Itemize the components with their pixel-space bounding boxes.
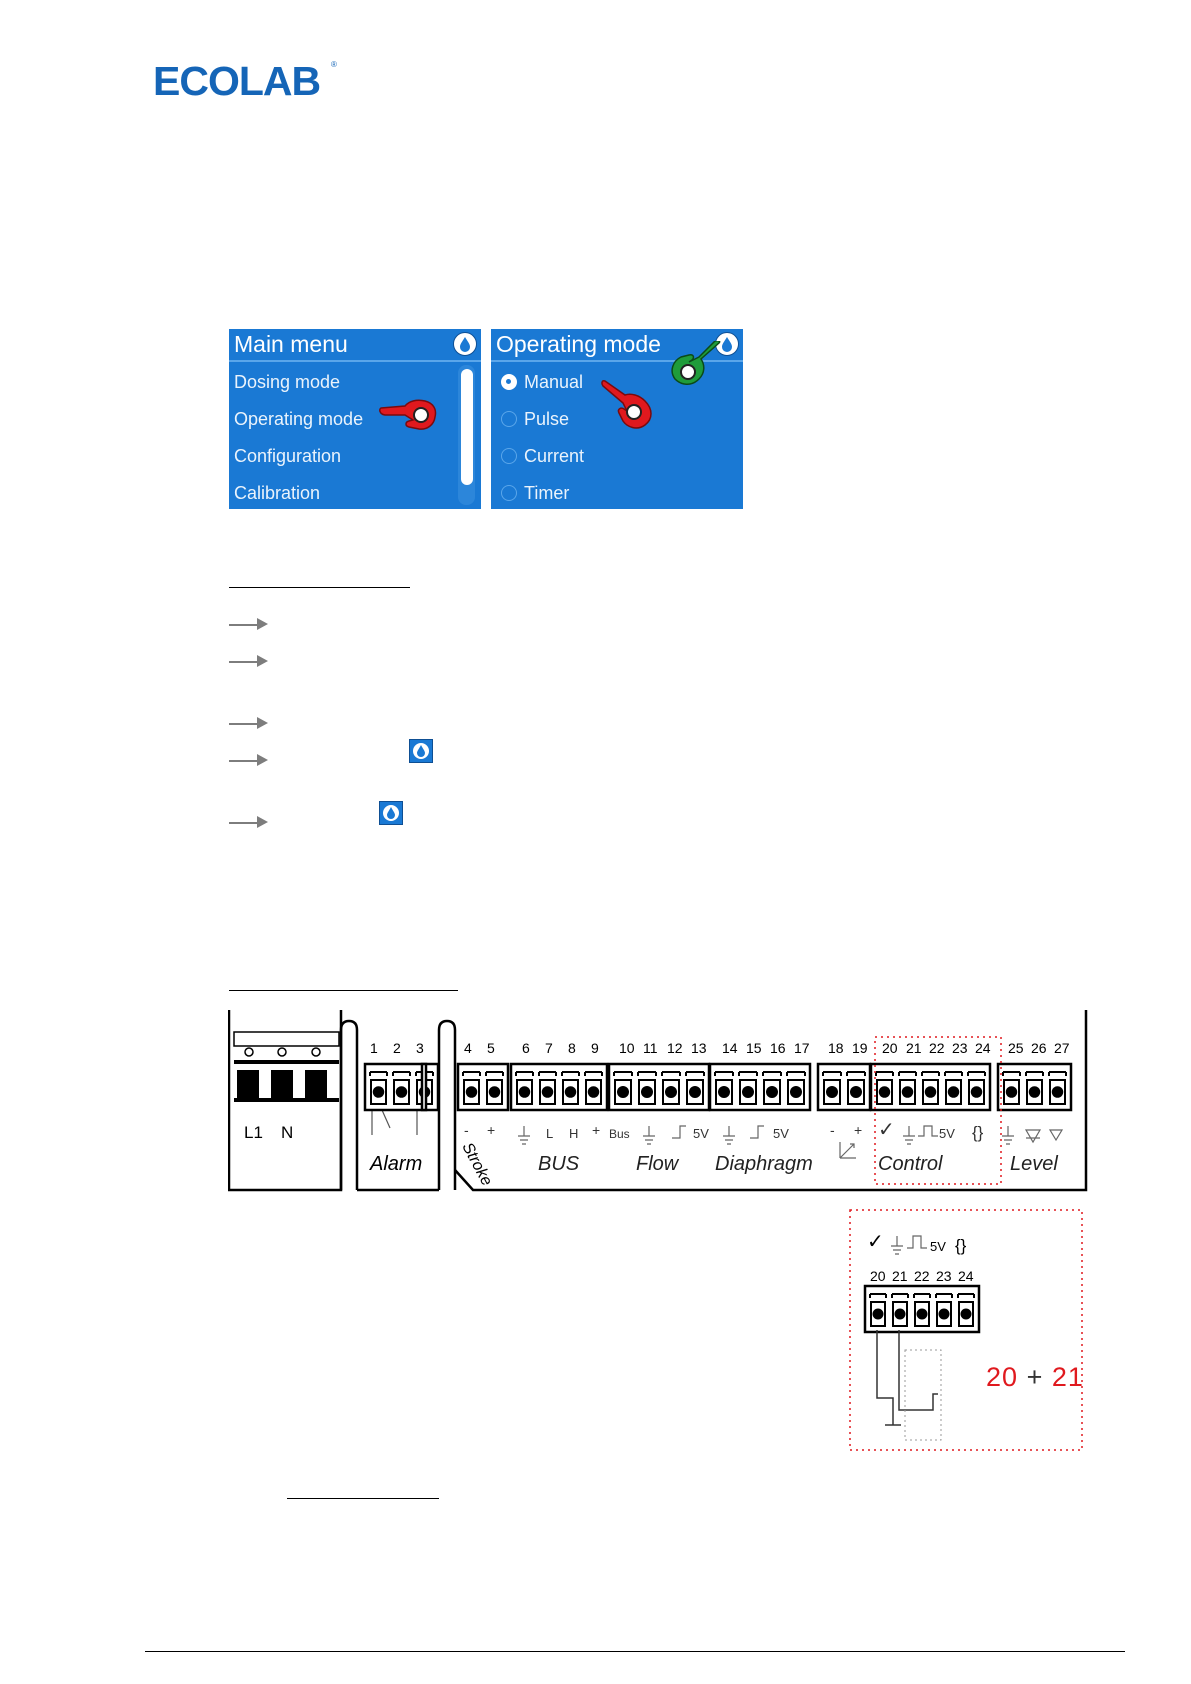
radio-pulse[interactable] bbox=[501, 411, 517, 427]
heading-underline bbox=[229, 990, 458, 991]
pin-screw bbox=[939, 1309, 950, 1320]
pin-screw bbox=[466, 1086, 478, 1098]
terminal-20: 20 bbox=[882, 1040, 898, 1056]
power-terminal-block bbox=[229, 1010, 341, 1190]
detail-terminal-20: 20 bbox=[870, 1268, 886, 1284]
menu-item-calibration[interactable]: Calibration bbox=[234, 483, 321, 503]
terminal-19: 19 bbox=[852, 1040, 868, 1056]
callout-21: 21 bbox=[1051, 1362, 1084, 1392]
terminal-16: 16 bbox=[770, 1040, 786, 1056]
footer-rule bbox=[145, 1651, 1125, 1652]
terminal-9: 9 bbox=[591, 1040, 599, 1056]
pin-screw bbox=[766, 1086, 778, 1098]
pin-screw bbox=[519, 1086, 531, 1098]
terminal-25: 25 bbox=[1008, 1040, 1024, 1056]
pin-screw bbox=[873, 1309, 884, 1320]
detail-terminal-23: 23 bbox=[936, 1268, 952, 1284]
terminal-connectors bbox=[365, 1064, 1071, 1110]
pin-screw bbox=[917, 1309, 928, 1320]
registered-mark: ® bbox=[331, 60, 337, 69]
terminal-27: 27 bbox=[1054, 1040, 1070, 1056]
terminal-numbers bbox=[464, 1040, 1070, 1056]
terminal-7: 7 bbox=[545, 1040, 553, 1056]
menu-item-operating-mode[interactable]: Operating mode bbox=[234, 409, 364, 429]
control-braces: {} bbox=[972, 1123, 984, 1142]
main-menu-title: Main menu bbox=[234, 331, 348, 357]
arrow-right-icon bbox=[229, 713, 269, 729]
pin-screw bbox=[588, 1086, 600, 1098]
detail-terminal-21: 21 bbox=[892, 1268, 908, 1284]
menu-item-configuration[interactable]: Configuration bbox=[234, 446, 342, 466]
callout-20-21 bbox=[986, 1362, 1084, 1393]
pin-screw bbox=[617, 1086, 629, 1098]
detail-terminal-24: 24 bbox=[958, 1268, 974, 1284]
pin-screw bbox=[396, 1086, 408, 1098]
pointing-hand-green-icon bbox=[669, 341, 721, 389]
group-label-bus: BUS bbox=[538, 1153, 580, 1175]
operating-mode-title: Operating mode bbox=[496, 331, 661, 357]
group-label-control: Control bbox=[878, 1153, 943, 1175]
pin-screw bbox=[1006, 1086, 1018, 1098]
pin-screw bbox=[565, 1086, 577, 1098]
detail-check: ✓ bbox=[867, 1231, 884, 1253]
heading-underline bbox=[229, 587, 410, 588]
pin-screw bbox=[641, 1086, 653, 1098]
terminal-diagram bbox=[228, 1010, 1088, 1490]
stroke-plus: + bbox=[487, 1122, 496, 1138]
pin-screw bbox=[665, 1086, 677, 1098]
option-current[interactable]: Current bbox=[524, 446, 585, 466]
operating-mode-screen bbox=[491, 329, 743, 509]
terminal-24: 24 bbox=[975, 1040, 991, 1056]
terminal-label-l1: L1 bbox=[244, 1123, 263, 1142]
terminal-label-n: N bbox=[281, 1123, 294, 1142]
arrow-right-icon bbox=[229, 812, 269, 828]
scrollbar-thumb[interactable] bbox=[461, 369, 473, 485]
arrow-right-icon bbox=[229, 750, 269, 766]
callout-20: 20 bbox=[986, 1362, 1019, 1392]
pin-screw bbox=[742, 1086, 754, 1098]
spacer bbox=[422, 1064, 426, 1110]
option-timer[interactable]: Timer bbox=[524, 483, 570, 503]
terminal-26: 26 bbox=[1031, 1040, 1047, 1056]
terminal-4: 4 bbox=[464, 1040, 472, 1056]
pin-screw bbox=[718, 1086, 730, 1098]
pin-screw bbox=[971, 1086, 983, 1098]
terminal-23: 23 bbox=[952, 1040, 968, 1056]
terminal-10: 10 bbox=[619, 1040, 635, 1056]
group-label-diaphragm: Diaphragm bbox=[715, 1153, 813, 1175]
terminal-17: 17 bbox=[794, 1040, 810, 1056]
terminal-13: 13 bbox=[691, 1040, 707, 1056]
detail-connector bbox=[865, 1286, 979, 1332]
radio-timer[interactable] bbox=[501, 485, 517, 501]
control-5v: 5V bbox=[939, 1126, 955, 1141]
terminal-15: 15 bbox=[746, 1040, 762, 1056]
terminal-21: 21 bbox=[906, 1040, 922, 1056]
bus-h: H bbox=[569, 1126, 579, 1141]
flow-5v: 5V bbox=[693, 1126, 709, 1141]
detail-5v: 5V bbox=[930, 1239, 946, 1254]
pin-screw bbox=[1052, 1086, 1064, 1098]
pin-screw bbox=[373, 1086, 385, 1098]
pin-screw bbox=[689, 1086, 701, 1098]
pointing-hand-icon bbox=[379, 395, 441, 435]
terminal-3: 3 bbox=[416, 1040, 424, 1056]
drop-icon bbox=[409, 739, 433, 763]
group-label-flow: Flow bbox=[636, 1153, 679, 1175]
option-pulse[interactable]: Pulse bbox=[524, 409, 570, 429]
pin-screw bbox=[489, 1086, 501, 1098]
terminal-11: 11 bbox=[643, 1040, 658, 1056]
callout-plus: + bbox=[1026, 1362, 1044, 1392]
bus-plus: + bbox=[592, 1122, 601, 1138]
radio-manual[interactable] bbox=[501, 374, 517, 390]
ext-plus: + bbox=[854, 1122, 863, 1138]
terminal-2: 2 bbox=[393, 1040, 401, 1056]
pin-screw bbox=[1029, 1086, 1041, 1098]
group-label-level: Level bbox=[1010, 1153, 1058, 1175]
pin-screw bbox=[850, 1086, 862, 1098]
detail-terminal-22: 22 bbox=[914, 1268, 930, 1284]
group-label-stroke: Stroke bbox=[458, 1139, 496, 1189]
option-manual[interactable]: Manual bbox=[524, 372, 584, 392]
flow-bus: Bus bbox=[609, 1127, 630, 1141]
diaphragm-5v: 5V bbox=[773, 1126, 789, 1141]
terminal-12: 12 bbox=[667, 1040, 683, 1056]
arrow-right-icon bbox=[229, 651, 269, 667]
alarm-terminal-block bbox=[357, 1040, 439, 1190]
pin-screw bbox=[542, 1086, 554, 1098]
pin-screw bbox=[948, 1086, 960, 1098]
title-divider bbox=[229, 360, 481, 362]
arrow-right-icon bbox=[229, 614, 269, 630]
drop-icon[interactable] bbox=[453, 332, 477, 356]
group-label-alarm: Alarm bbox=[370, 1153, 423, 1175]
control-detail bbox=[850, 1210, 1082, 1450]
pin-screw bbox=[902, 1086, 914, 1098]
radio-current[interactable] bbox=[501, 448, 517, 464]
drop-icon bbox=[379, 801, 403, 825]
control-check: ✓ bbox=[878, 1119, 895, 1141]
pin-screw bbox=[925, 1086, 937, 1098]
terminal-8: 8 bbox=[568, 1040, 576, 1056]
logo-text: ECOLAB bbox=[153, 58, 321, 104]
pin-screw bbox=[826, 1086, 838, 1098]
heading-underline bbox=[287, 1498, 439, 1499]
terminal-22: 22 bbox=[929, 1040, 945, 1056]
terminal-6: 6 bbox=[522, 1040, 530, 1056]
pointing-hand-icon bbox=[601, 377, 661, 431]
menu-item-dosing-mode[interactable]: Dosing mode bbox=[234, 372, 341, 392]
bus-l: L bbox=[546, 1126, 554, 1141]
terminal-14: 14 bbox=[722, 1040, 738, 1056]
terminal-1: 1 bbox=[370, 1040, 378, 1056]
pin-screw bbox=[790, 1086, 802, 1098]
stroke-minus: - bbox=[464, 1122, 469, 1138]
pin-screw bbox=[879, 1086, 891, 1098]
ext-minus: - bbox=[830, 1122, 835, 1138]
terminal-5: 5 bbox=[487, 1040, 495, 1056]
pin-screw bbox=[961, 1309, 972, 1320]
main-menu-screen bbox=[229, 329, 481, 509]
detail-braces: {} bbox=[955, 1236, 967, 1255]
terminal-18: 18 bbox=[828, 1040, 844, 1056]
pin-screw bbox=[895, 1309, 906, 1320]
ecolab-logo bbox=[153, 60, 353, 102]
